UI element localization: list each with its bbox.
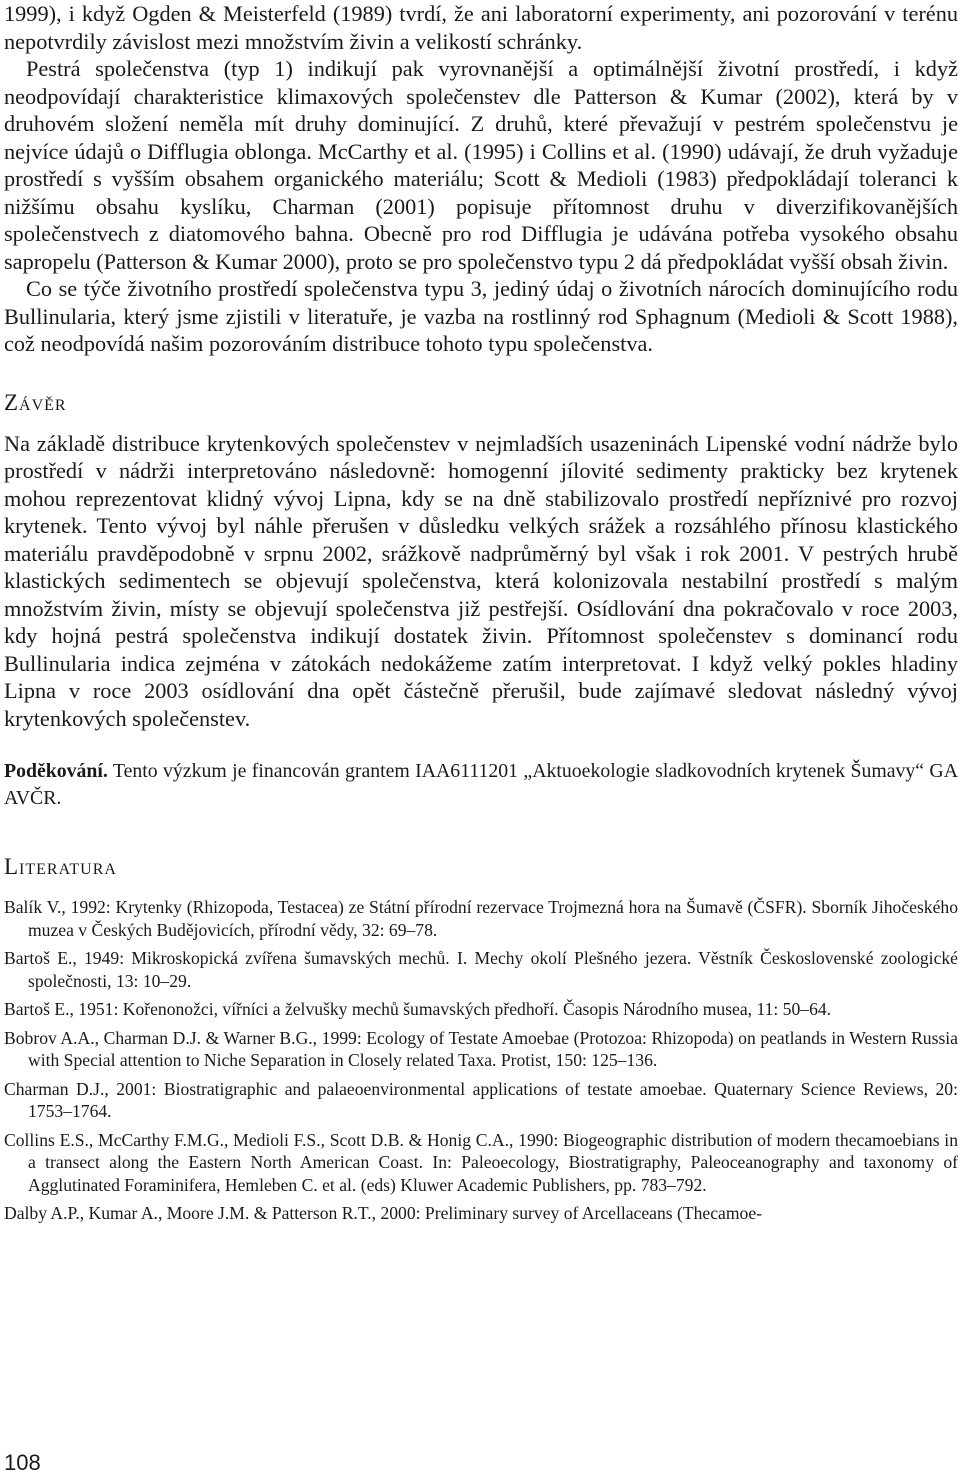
- literature-heading: Literatura: [4, 854, 117, 879]
- reference-item: Dalby A.P., Kumar A., Moore J.M. & Patterson R.T., 2000: Preliminary survey of Arcellaceans (Thecamoe-: [4, 1203, 762, 1223]
- reference-item: Collins E.S., McCarthy F.M.G., Medioli F.S., Scott D.B. & Honig C.A., 1990: Biogeographic distribution of modern thecamoebians in a transect along the Eastern North American Coast. In: Paleoecology, Biostratigraphy, Paleoceanography and taxonomy of Agglutinated Foraminifera, Hemleben C. et al. (eds) Kluwer Academic Publishers, pp. 783–792.: [4, 1129, 958, 1195]
- page-number: 108: [4, 1450, 41, 1475]
- intro-paragraph-1: 1999), i když Ogden & Meisterfeld (1989) tvrdí, že ani laboratorní experimenty, ani pozorování v terénu nepotvrdily závislost mezi množstvím živin a velikostí schránky.: [4, 1, 958, 54]
- reference-list: [4, 896, 958, 1225]
- acknowledgement-label: Poděkování.: [4, 760, 108, 782]
- reference-item: Balík V., 1992: Krytenky (Rhizopoda, Testacea) ze Státní přírodní rezervace Trojmezná hora na Šumavě (ČSFR). Sborník Jihočeského muzea v Českých Budějovicích, přírodní vědy, 32: 69–78.: [4, 897, 958, 940]
- acknowledgement-text: Tento výzkum je financován grantem IAA6111201 „Aktuoekologie sladkovodních krytenek Šumavy“ GA AVČR.: [4, 760, 958, 809]
- reference-item: Bartoš E., 1949: Mikroskopická zvířena šumavských mechů. I. Mechy okolí Plešného jezera. Věstník Československé zoologické společnosti, 13: 10–29.: [4, 948, 958, 991]
- conclusion-heading: Závěr: [4, 389, 67, 415]
- intro-paragraph-2: Pestrá společenstva (typ 1) indikují pak vyrovnanější a optimálnější životní prostředí, i když neodpovídají charakteristice klimaxových společenstev dle Patterson & Kumar (2002), která by v druhovém složení neměla mít druhy dominující. Z druhů, které převažují v pestrém společenstvu je nejvíce údajů o Difflugia oblonga. McCarthy et al. (1995) i Collins et al. (1990) udávají, že druh vyžaduje prostředí s vyšším obsahem organického materiálu; Scott & Medioli (1983) předpokládají toleranci k nižšímu obsahu kyslíku, Charman (2001) popisuje přítomnost druhu v diverzifikovanějších společenstvech z diatomového bahna. Obecně pro rod Difflugia je udávána potřeba vysokého obsahu sapropelu (Patterson & Kumar 2000), proto se pro společenstvo typu 2 dá předpokládat vyšší obsah živin.: [4, 56, 958, 274]
- acknowledgement: [4, 758, 958, 812]
- reference-item: Bobrov A.A., Charman D.J. & Warner B.G., 1999: Ecology of Testate Amoebae (Protozoa: Rhizopoda) on peatlands in Western Russia with Special attention to Niche Separation in Closely related Taxa. Protist, 150: 125–136.: [4, 1027, 958, 1070]
- intro-paragraph-3: Co se týče životního prostředí společenstva typu 3, jediný údaj o životních nárocích dominujícího rodu Bullinularia, který jsme zjistili v literatuře, je vazba na rostlinný rod Sphagnum (Medioli & Scott 1988), což neodpovídá našim pozorováním distribuce tohoto typu společenstva.: [4, 276, 958, 356]
- page-body: [4, 0, 958, 1231]
- conclusion-paragraph: Na základě distribuce krytenkových společenstev v nejmladších usazeninách Lipenské vodní nádrže bylo prostředí v nádrži interpretováno následovně: homogenní jílovité sedimenty prakticky bez krytenek mohou reprezentovat klidný vývoj Lipna, kdy se na dně stabilizovalo prostředí nepříznivé pro rozvoj krytenek. Tento vývoj byl náhle přerušen v důsledku velkých srážek a rozsáhlého přínosu klastického materiálu pravděpodobně v srpnu 2002, srážkově nadprůměrný byl však i rok 2001. V pestrých hrubě klastických sedimentech se objevují společenstva, která kolonizovala nestabilní prostředí s malým množstvím živin, místy se objevují společenstva již pestřejší. Osídlování dna pokračovalo v roce 2003, kdy hojná pestrá společenstva indikují dostatek živin. Přítomnost společenstev s dominancí rodu Bullinularia indica zejména v zátokách nedokážeme zatím interpretovat. I když velký pokles hladiny Lipna v roce 2003 osídlování dna opět částečně přerušil, bude zajímavé sledovat následný vývoj krytenkových společenstev.: [4, 430, 958, 731]
- reference-item: Bartoš E., 1951: Kořenonožci, vířníci a želvušky mechů šumavských předhoří. Časopis Národního musea, 11: 50–64.: [4, 999, 832, 1019]
- reference-item: Charman D.J., 2001: Biostratigraphic and palaeoenvironmental applications of testate amoebae. Quaternary Science Reviews, 20: 1753–1764.: [4, 1078, 958, 1121]
